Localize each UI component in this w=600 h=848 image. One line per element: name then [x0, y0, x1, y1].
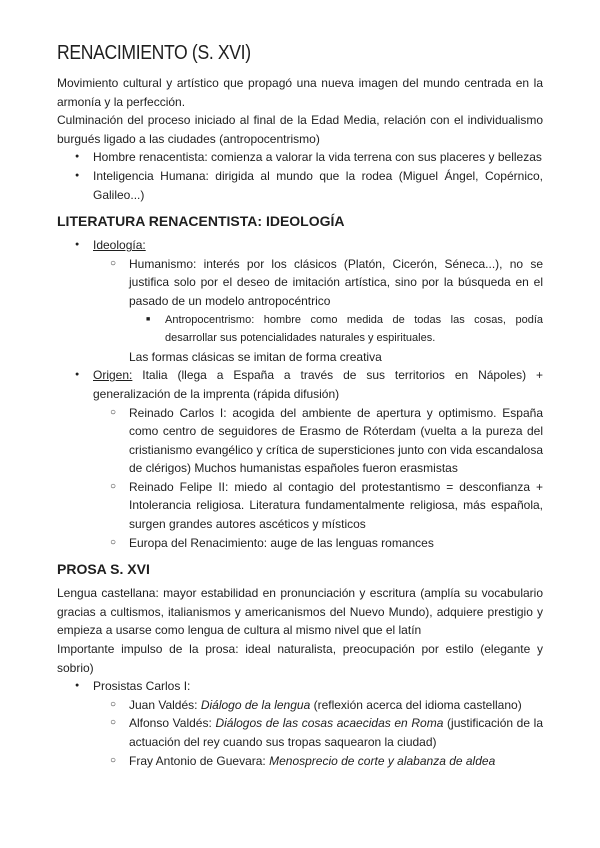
paragraph-culminacion: Culminación del proceso iniciado al final de la Edad Media, relación con el individualismo burgués ligado a las ciudades (antropocentrismo) — [57, 113, 543, 146]
list-item-guevara — [93, 752, 543, 771]
list-item-ideologia — [57, 236, 543, 366]
list-renacimiento — [57, 148, 543, 204]
formas-clasicas-text: Las formas clásicas se imitan de forma creativa — [129, 349, 382, 364]
list-item-alfonso-valdes — [93, 714, 543, 751]
paragraph-impulso: Importante impulso de la prosa: ideal naturalista, preocupación por estilo (elegante y sobrio) — [57, 642, 543, 675]
guevara-author: Fray Antonio de Guevara: — [129, 753, 270, 768]
juan-note: (reflexión acerca del idioma castellano) — [310, 697, 522, 712]
list-item-origen — [57, 366, 543, 552]
document-page — [57, 38, 543, 770]
paragraph-lengua: Lengua castellana: mayor estabilidad en pronunciación y escritura (amplía su vocabulario gracias a cultismos, italianismos y americanismos del Nuevo Mundo), adquiere prestigio y empieza a usarse como lengua de cultura al mismo nivel que el latín — [57, 586, 543, 638]
list-item-inteligencia: ● Inteligencia Humana: dirigida al mundo que la rodea (Miguel Ángel, Copérnico, Galileo...) — [57, 167, 543, 204]
guevara-work: Menosprecio de corte y alabanza de aldea — [269, 753, 496, 768]
list-item-carlos: ○ Reinado Carlos I: acogida del ambiente de apertura y optimismo. España como centro de seguidores de Erasmo de Róterdam (vuelta a la pureza del cristianismo evangélico y crítica de supersticiones junto con vida escandalosa de clérigos) Muchos humanistas españoles fueron erasmistas — [93, 404, 543, 478]
sublist-ideologia — [93, 255, 543, 348]
heading-renacimiento: RENACIMIENTO (S. XVI) — [57, 42, 251, 64]
list-literatura — [57, 236, 543, 552]
prosistas-label: Prosistas Carlos I: — [93, 679, 191, 694]
heading-prosa: PROSA S. XVI — [57, 561, 150, 578]
origen-text: Italia (llega a España a través de sus territorios en Nápoles) + generalización de la imprenta (rápida difusión) — [93, 368, 543, 401]
ideologia-label: Ideología: — [93, 238, 146, 253]
sublist-origen — [93, 404, 543, 553]
list-item-antropocentrismo: ■ Antropocentrismo: hombre como medida de todas las cosas, podía desarrollar sus potencialidades naturales y espirituales. — [129, 311, 543, 348]
juan-work: Diálogo de la lengua — [200, 697, 311, 712]
list-item-prosistas — [57, 677, 543, 770]
list-item-felipe: ○ Reinado Felipe II: miedo al contagio del protestantismo = desconfianza + Intolerancia religiosa. Literatura fundamentalmente religiosa, más española, surgen grandes autores ascéticos y místicos — [93, 478, 543, 534]
alfonso-author: Alfonso Valdés: — [129, 716, 216, 731]
list-item-hombre: ● Hombre renacentista: comienza a valorar la vida terrena con sus placeres y bellezas — [57, 148, 543, 167]
origen-label: Origen: — [93, 368, 133, 383]
list-prosa — [57, 677, 543, 770]
list-item-humanismo — [93, 255, 543, 348]
heading-literatura: LITERATURA RENACENTISTA: IDEOLOGÍA — [57, 213, 345, 230]
sublist-prosistas — [93, 696, 543, 770]
sublist-antropocentrismo — [129, 311, 543, 348]
list-item-europa: ○ Europa del Renacimiento: auge de las lenguas romances — [93, 534, 543, 553]
list-item-juan-valdes — [93, 696, 543, 715]
alfonso-work: Diálogos de las cosas acaecidas en Roma — [215, 716, 444, 731]
alfonso-note: (justificación de la actuación del rey cuando sus tropas saquearon la ciudad) — [129, 716, 544, 749]
humanismo-text: Humanismo: interés por los clásicos (Platón, Cicerón, Séneca...), no se justifica solo por el deseo de imitación artística, sino por la búsqueda en el pasado de un modelo antropocéntrico — [129, 256, 543, 308]
juan-author: Juan Valdés: — [129, 697, 201, 712]
paragraph-definition: Movimiento cultural y artístico que propagó una nueva imagen del mundo centrada en la armonía y la perfección. — [57, 76, 543, 109]
